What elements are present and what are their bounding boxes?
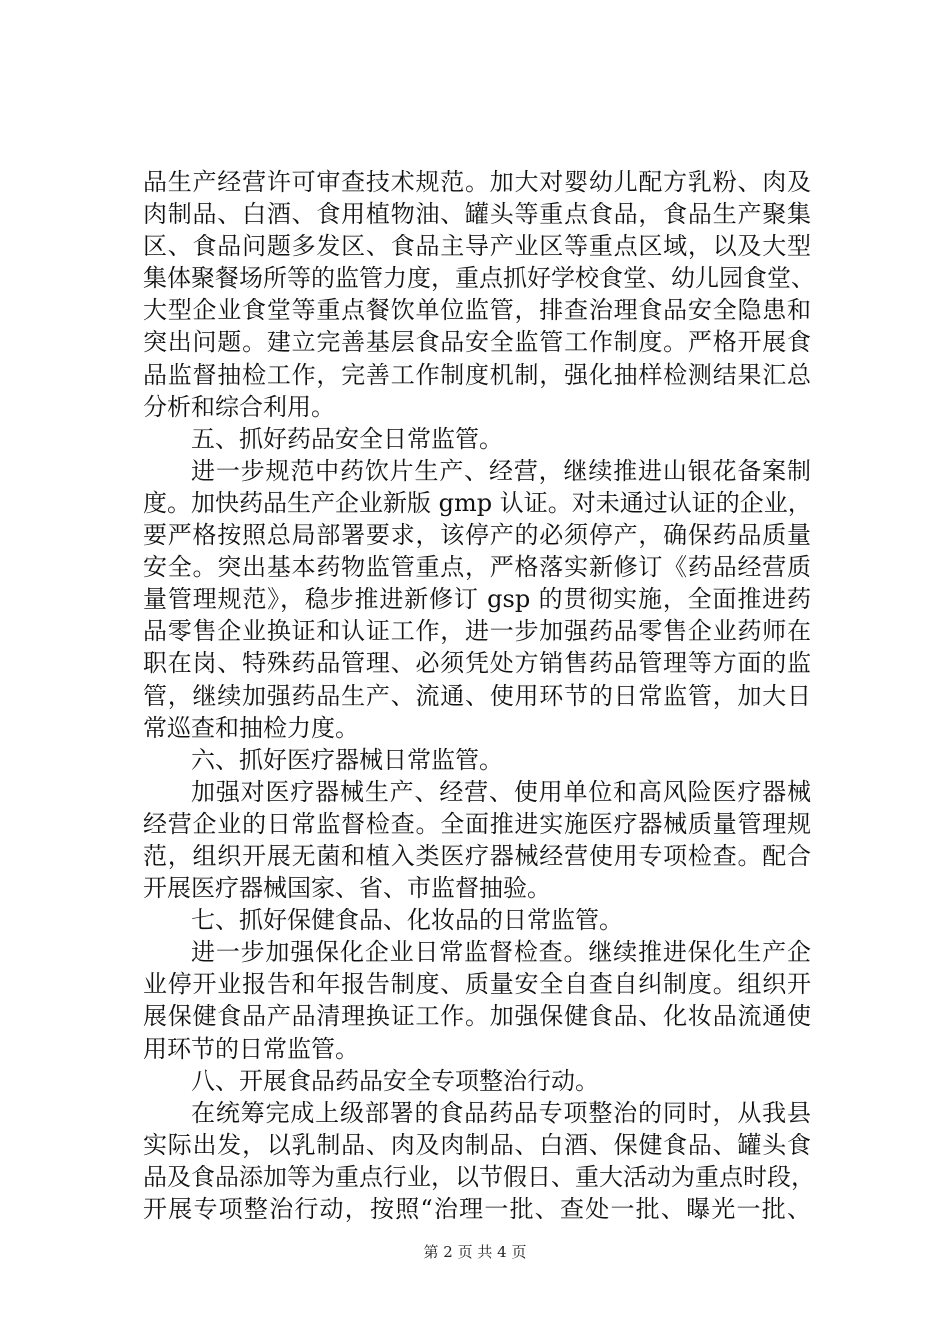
document-body [143,166,815,1225]
text-line: 要严格按照总局部署要求，该停产的必须停产，确保药品质量 [143,521,811,550]
text-line: 用环节的日常监管。 [143,1034,359,1063]
text-line: 量管理规范》，稳步推进新修订 gsp 的贯彻实施，全面推进药 [143,585,811,614]
text-line: 范，组织开展无菌和植入类医疗器械经营使用专项检查。配合 [143,841,811,870]
section-heading [143,904,811,936]
text-line: 进一步加强保化企业日常监督检查。继续推进保化生产企 [191,938,811,967]
text-line: 业停开业报告和年报告制度、质量安全自查自纠制度。组织开 [143,970,811,999]
body-paragraph [143,455,811,744]
text-line: 实际出发，以乳制品、肉及肉制品、白酒、保健食品、罐头食 [143,1130,811,1159]
text-line: 品及食品添加等为重点行业，以节假日、重大活动为重点时段， [143,1162,815,1191]
text-line: 度。加快药品生产企业新版 gmp 认证。对未通过认证的企业， [143,488,812,517]
text-line: 突出问题。建立完善基层食品安全监管工作制度。严格开展食 [143,328,811,357]
text-line: 肉制品、白酒、食用植物油、罐头等重点食品，食品生产聚集 [143,200,811,229]
text-line: 进一步规范中药饮片生产、经营，继续推进山银花备案制 [191,456,811,485]
page-footer: 第 2 页 共 4 页 [423,1243,527,1261]
text-line: 加强对医疗器械生产、经营、使用单位和高风险医疗器械 [191,777,811,806]
text-line: 在统筹完成上级部署的食品药品专项整治的同时，从我县 [191,1098,811,1127]
body-paragraph [143,936,811,1064]
text-line: 集体聚餐场所等的监管力度，重点抓好学校食堂、幼儿园食堂、 [143,264,815,293]
text-line: 分析和综合利用。 [143,392,335,421]
body-paragraph [143,166,815,423]
section-heading [143,423,811,455]
section-heading [143,744,811,776]
text-line: 区、食品问题多发区、食品主导产业区等重点区域，以及大型 [143,232,811,261]
text-line: 品生产经营许可审查技术规范。加大对婴幼儿配方乳粉、肉及 [143,168,811,196]
text-line: 大型企业食堂等重点餐饮单位监管，排查治理食品安全隐患和 [143,296,811,325]
text-line: 五、抓好药品安全日常监管。 [191,424,503,453]
section-heading [143,1065,811,1097]
text-line: 常巡查和抽检力度。 [143,713,359,742]
text-line: 安全。突出基本药物监管重点，严格落实新修订《药品经营质 [143,553,811,582]
text-line: 职在岗、特殊药品管理、必须凭处方销售药品管理等方面的监 [143,649,811,678]
text-line: 六、抓好医疗器械日常监管。 [191,745,503,774]
text-line: 展保健食品产品清理换证工作。加强保健食品、化妆品流通使 [143,1002,811,1031]
body-paragraph [143,1097,815,1225]
text-line: 开展医疗器械国家、省、市监督抽验。 [143,874,551,903]
text-line: 品零售企业换证和认证工作，进一步加强药品零售企业药师在 [143,617,811,646]
text-line: 管，继续加强药品生产、流通、使用环节的日常监管，加大日 [143,681,811,710]
text-line: 经营企业的日常监督检查。全面推进实施医疗器械质量管理规 [143,809,811,838]
text-line: 八、开展食品药品安全专项整治行动。 [191,1066,599,1095]
text-line: 七、抓好保健食品、化妆品的日常监管。 [191,906,623,935]
body-paragraph [143,776,811,904]
text-line: 开展专项整治行动，按照“治理一批、查处一批、曝光一批、 [143,1195,811,1223]
text-line: 品监督抽检工作，完善工作制度机制，强化抽样检测结果汇总 [143,360,811,389]
